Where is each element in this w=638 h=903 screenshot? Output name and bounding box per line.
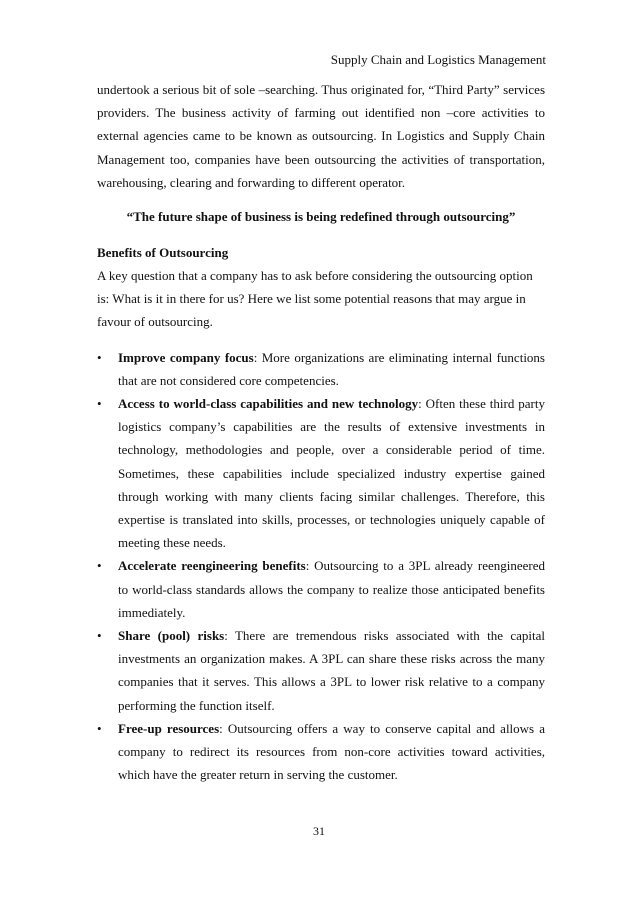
- bullet-text: : More organizations are eliminating internal functions that are not considered core competencies.: [118, 349, 545, 388]
- list-item: [97, 717, 545, 787]
- list-item: [97, 624, 545, 717]
- list-item: [97, 392, 545, 554]
- opening-paragraph: undertook a serious bit of sole –searching. Thus originated for, “Third Party” services providers. The business activity of farming out identified non –core activities to external agencies came to be known as outsourcing. In Logistics and Supply Chain Management too, companies have been outsourcing the activities of transportation, warehousing, clearing and forwarding to different operator.: [97, 82, 545, 190]
- bullet-icon: •: [97, 349, 102, 365]
- bullet-text: : Outsourcing offers a way to conserve capital and allows a company to redirect its resources from non-core activities toward activities, which have the greater return in serving the customer.: [118, 720, 545, 783]
- benefits-list: [97, 346, 545, 787]
- bullet-icon: •: [97, 628, 102, 644]
- pull-quote: “The future shape of business is being redefined through outsourcing”: [126, 209, 516, 225]
- bullet-icon: •: [97, 720, 102, 736]
- bullet-icon: •: [97, 396, 102, 412]
- intro-paragraph: A key question that a company has to ask before considering the outsourcing option is: What is it in there for us? Here we list some potential reasons that may argue in favour of outsourcing.: [97, 268, 533, 330]
- bullet-icon: •: [97, 558, 102, 574]
- page-content: [97, 78, 545, 786]
- bullet-text: : There are tremendous risks associated with the capital investments an organization makes. A 3PL can share these risks across the many companies that it serves. This allows a 3PL to lower risk relative to a company performing the function itself.: [118, 628, 545, 713]
- bullet-text: : Often these third party logistics company’s capabilities are the results of extensive investments in technology, methodologies and people, over a considerable period of time. Sometimes, these capabilities include specialized industry expertise gained through working with many clients facing similar challenges. Therefore, this expertise is translated into skills, processes, or technologies uniquely capable of meeting these needs.: [118, 396, 545, 551]
- list-item: [97, 554, 545, 624]
- section-heading: Benefits of Outsourcing: [97, 245, 229, 261]
- bullet-title: Free-up resources: [118, 720, 220, 736]
- bullet-title: Improve company focus: [118, 349, 254, 365]
- bullet-title: Accelerate reengineering benefits: [118, 558, 306, 574]
- bullet-text: : Outsourcing to a 3PL already reengineered to world-class standards allows the company to realize those anticipated benefits immediately.: [118, 558, 546, 620]
- page-number: 31: [313, 824, 325, 838]
- bullet-title: Share (pool) risks: [118, 628, 225, 644]
- list-item: [97, 346, 545, 392]
- running-header: Supply Chain and Logistics Management: [330, 52, 546, 67]
- bullet-title: Access to world-class capabilities and new technology: [118, 396, 419, 412]
